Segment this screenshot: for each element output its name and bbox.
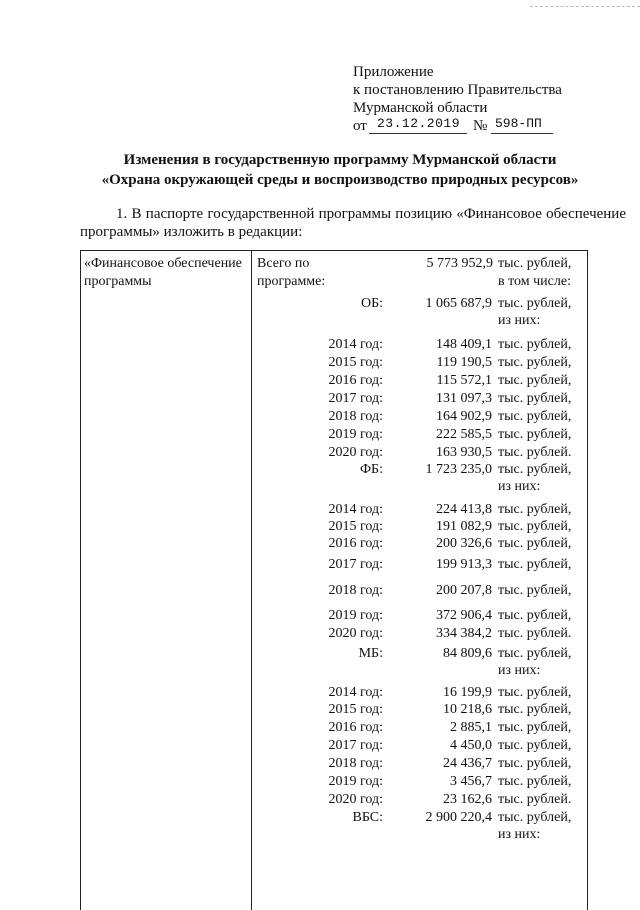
- row-unit: тыс. рублей,: [498, 738, 572, 753]
- row-unit: тыс. рублей,: [498, 685, 572, 700]
- row-label: 2015 год:: [328, 519, 383, 534]
- total-unit-text: тыс. рублей,: [498, 256, 572, 271]
- row-label: 2017 год:: [328, 738, 383, 753]
- row-value: 372 906,4: [436, 608, 492, 623]
- row-unit: тыс. рублей.: [498, 792, 572, 807]
- row-value: 24 436,7: [443, 756, 492, 771]
- row-label: 2020 год:: [328, 792, 383, 807]
- row-unit: тыс. рублей,: [498, 296, 572, 311]
- total-value: 5 773 952,9: [426, 256, 493, 271]
- table-row: [257, 336, 585, 354]
- row-label: 2018 год:: [328, 583, 383, 598]
- appendix-line-3: Мурманской области: [353, 100, 488, 116]
- row-value: 222 585,5: [436, 427, 492, 442]
- resolution-number: 598-ПП: [495, 116, 542, 131]
- scan-mark: [530, 6, 640, 9]
- row-label: 2020 год:: [328, 445, 383, 460]
- row-label: 2016 год:: [328, 373, 383, 388]
- table-row: [257, 390, 585, 408]
- row-value: 200 326,6: [436, 536, 492, 551]
- table-row: [257, 625, 585, 643]
- table-row: [257, 535, 585, 553]
- table-row: [257, 295, 585, 328]
- row-label: 2016 год:: [328, 536, 383, 551]
- table-row: [257, 501, 585, 519]
- appendix-line-2: к постановлению Правительства: [353, 82, 562, 98]
- date-underline: [369, 133, 467, 134]
- document-title-line-2: «Охрана окружающей среды и воспроизводство природных ресурсов»: [101, 172, 579, 188]
- row-value: 23 162,6: [443, 792, 492, 807]
- row-label: 2014 год:: [328, 502, 383, 517]
- row-unit: тыс. рублей.: [498, 445, 572, 460]
- number-prefix: №: [473, 118, 488, 134]
- row-unit: тыс. рублей,: [498, 583, 572, 598]
- row-label: 2017 год:: [328, 557, 383, 572]
- row-value: 2 900 220,4: [425, 810, 492, 825]
- row-unit: тыс. рублей,: [498, 502, 572, 517]
- resolution-date: 23.12.2019: [376, 116, 460, 131]
- table-row: [257, 755, 585, 773]
- row-unit: тыс. рублей,: [498, 774, 572, 789]
- row-label: 2015 год:: [328, 702, 383, 717]
- date-prefix: от: [353, 118, 367, 134]
- total-unit: [498, 255, 590, 291]
- row-value: 1 065 687,9: [425, 296, 492, 311]
- row-value: 3 456,7: [450, 774, 492, 789]
- resolution-date-line: [353, 117, 623, 135]
- number-underline: [491, 133, 553, 134]
- row-unit: тыс. рублей,: [498, 355, 572, 370]
- row-label: 2019 год:: [328, 427, 383, 442]
- row-value: 16 199,9: [443, 685, 492, 700]
- row-unit: тыс. рублей,: [498, 337, 572, 352]
- row-unit: тыс. рублей.: [498, 626, 572, 641]
- row-label: 2014 год:: [328, 337, 383, 352]
- row-value: 163 930,5: [436, 445, 492, 460]
- row-unit: тыс. рублей,: [498, 519, 572, 534]
- row-label: 2019 год:: [328, 774, 383, 789]
- table-row: [257, 607, 585, 625]
- table-row: [257, 354, 585, 372]
- row-value: 4 450,0: [450, 738, 492, 753]
- row-label: ФБ:: [360, 462, 383, 477]
- row-unit: тыс. рублей,: [498, 608, 572, 623]
- row-value: 191 082,9: [436, 519, 492, 534]
- intro-paragraph: 1. В паспорте государственной программы позицию «Финансовое обеспечение программы» изложить в редакции:: [80, 206, 626, 240]
- row-value: 148 409,1: [436, 337, 492, 352]
- row-label: 2015 год:: [328, 355, 383, 370]
- table-row: [257, 791, 585, 809]
- row-value: 199 913,3: [436, 557, 492, 572]
- row-label: ОБ:: [360, 296, 383, 311]
- row-value: 2 885,1: [450, 720, 492, 735]
- row-sub: из них:: [498, 479, 541, 494]
- total-label: Всего по программе:: [257, 256, 326, 289]
- row-unit: тыс. рублей,: [498, 720, 572, 735]
- table-left-cell: «Финансовое обеспечение программы: [84, 256, 242, 289]
- row-value: 334 384,2: [436, 626, 492, 641]
- row-label: 2018 год:: [328, 756, 383, 771]
- row-unit: тыс. рублей,: [498, 756, 572, 771]
- row-sub: из них:: [498, 313, 541, 328]
- row-value: 164 902,9: [436, 409, 492, 424]
- row-unit: тыс. рублей,: [498, 536, 572, 551]
- row-label: 2016 год:: [328, 720, 383, 735]
- table-row: [257, 426, 585, 444]
- table-row: [257, 461, 585, 494]
- row-unit: тыс. рублей,: [498, 810, 572, 825]
- row-value: 224 413,8: [436, 502, 492, 517]
- total-sub-text: в том числе:: [498, 274, 571, 289]
- table-row: [257, 408, 585, 426]
- row-label: 2017 год:: [328, 391, 383, 406]
- table-row: [257, 809, 585, 842]
- row-unit: тыс. рублей,: [498, 702, 572, 717]
- row-value: 200 207,8: [436, 583, 492, 598]
- table-row: [257, 737, 585, 755]
- table-row: [257, 645, 585, 678]
- document-title-line-1: Изменения в государственную программу Мурманской области: [123, 152, 557, 168]
- table-row: [257, 773, 585, 791]
- row-label: 2014 год:: [328, 685, 383, 700]
- row-unit: тыс. рублей,: [498, 391, 572, 406]
- appendix-line-1: Приложение: [353, 64, 434, 80]
- row-sub: из них:: [498, 663, 541, 678]
- table-column-divider: [251, 250, 252, 910]
- table-row: [257, 444, 585, 462]
- row-sub: из них:: [498, 827, 541, 842]
- row-value: 119 190,5: [436, 355, 492, 370]
- row-value: 115 572,1: [436, 373, 492, 388]
- table-row: [257, 372, 585, 390]
- row-label: 2020 год:: [328, 626, 383, 641]
- row-unit: тыс. рублей,: [498, 462, 572, 477]
- table-row: [257, 518, 585, 536]
- row-value: 1 723 235,0: [425, 462, 492, 477]
- table-row: [257, 719, 585, 737]
- row-unit: тыс. рублей,: [498, 409, 572, 424]
- row-unit: тыс. рублей,: [498, 373, 572, 388]
- row-label: 2018 год:: [328, 409, 383, 424]
- table-row: [257, 701, 585, 719]
- table-row: [257, 556, 585, 574]
- table-row: [257, 582, 585, 600]
- row-label: ВБС:: [352, 810, 383, 825]
- row-unit: тыс. рублей,: [498, 557, 572, 572]
- row-value: 10 218,6: [443, 702, 492, 717]
- row-value: 84 809,6: [443, 646, 492, 661]
- row-unit: тыс. рублей,: [498, 427, 572, 442]
- row-value: 131 097,3: [436, 391, 492, 406]
- appendix-header: [353, 63, 623, 135]
- row-unit: тыс. рублей,: [498, 646, 572, 661]
- table-row: [257, 684, 585, 702]
- row-label: 2019 год:: [328, 608, 383, 623]
- row-label: МБ:: [358, 646, 383, 661]
